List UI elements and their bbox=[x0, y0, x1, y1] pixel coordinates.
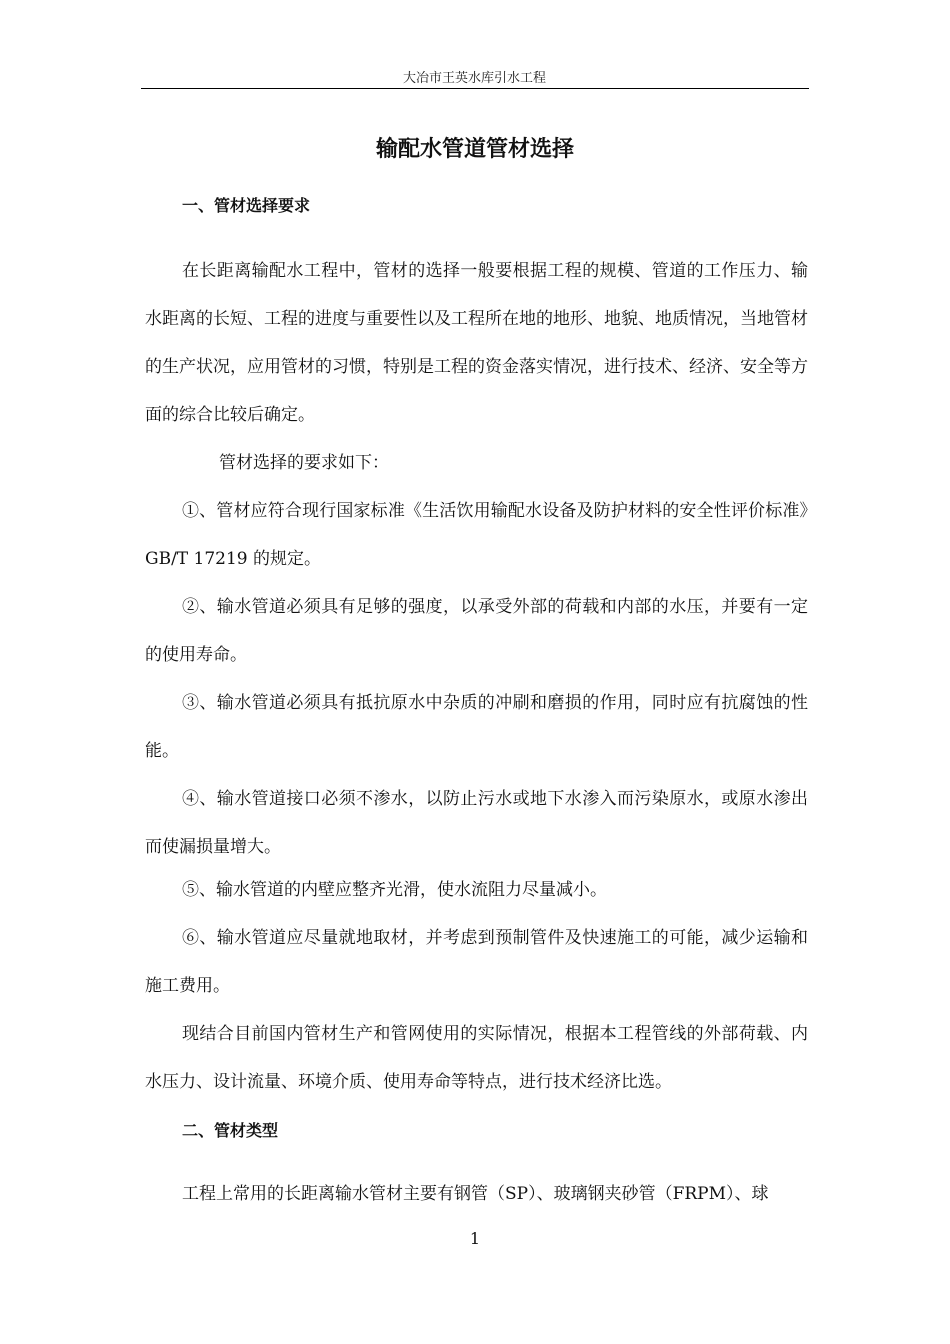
paragraph-pipe-types: 工程上常用的长距离输水管材主要有钢管（SP）、玻璃钢夹砂管（FRPM）、球 bbox=[182, 1184, 769, 1204]
paragraph-selection-basis: 现结合目前国内管材生产和管网使用的实际情况，根据本工程管线的外部荷载、内水压力、设计流量、环境介质、使用寿命等特点，进行技术经济比选。 bbox=[145, 1024, 808, 1092]
paragraph-requirement-6: ⑥、输水管道应尽量就地取材，并考虑到预制管件及快速施工的可能，减少运输和施工费用。 bbox=[145, 928, 808, 996]
paragraph-intro: 在长距离输配水工程中，管材的选择一般要根据工程的规模、管道的工作压力、输水距离的长短、工程的进度与重要性以及工程所在地的地形、地貌、地质情况，当地管材的生产状况，应用管材的习惯，特别是工程的资金落实情况，进行技术、经济、安全等方面的综合比较后确定。 bbox=[145, 261, 808, 425]
header-rule bbox=[141, 88, 809, 89]
paragraph-requirement-3: ③、输水管道必须具有抵抗原水中杂质的冲刷和磨损的作用，同时应有抗腐蚀的性能。 bbox=[145, 693, 808, 761]
section-heading-requirements: 一、管材选择要求 bbox=[182, 196, 311, 215]
section-heading-pipe-types: 二、管材类型 bbox=[182, 1121, 279, 1140]
paragraph-requirement-5: ⑤、输水管道的内壁应整齐光滑，使水流阻力尽量减小。 bbox=[182, 880, 607, 900]
document-title: 输配水管道管材选择 bbox=[375, 137, 574, 162]
page-number: 1 bbox=[469, 1229, 481, 1248]
paragraph-requirement-4: ④、输水管道接口必须不渗水，以防止污水或地下水渗入而污染原水，或原水渗出而使漏损量增大。 bbox=[145, 789, 808, 857]
paragraph-requirement-1: ①、管材应符合现行国家标准《生活饮用输配水设备及防护材料的安全性评价标准》GB/T 17219 的规定。 bbox=[145, 501, 808, 569]
paragraph-requirements-lead: 管材选择的要求如下： bbox=[219, 453, 389, 473]
page-header: 大冶市王英水库引水工程 bbox=[402, 71, 546, 86]
paragraph-requirement-2: ②、输水管道必须具有足够的强度，以承受外部的荷载和内部的水压，并要有一定的使用寿命。 bbox=[145, 597, 808, 665]
